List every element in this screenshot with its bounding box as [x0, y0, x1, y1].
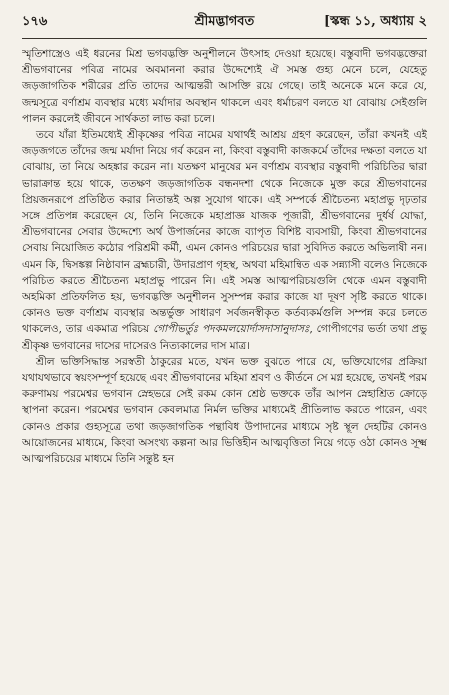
paragraph-text: , গোপীগণের ভর্তা তথা প্রভু শ্রীকৃষ্ণ ভগবানের দাসের দাসেরও নিত্যকালের দাস মাত্র। [22, 323, 427, 352]
paragraph: শ্রীল ভক্তিসিদ্ধান্ত সরস্বতী ঠাকুরের মতে, যখন ভক্ত বুঝতে পারে যে, ভক্তিযোগের প্রক্রিয়া যথাযথভাবে স্বয়ংসম্পূর্ণ হয়েছে এবং শ্রীভগবানের মহিমা শ্রবণ ও কীর্তনে সে মগ্ন হয়েছে, তখনই পরম করুণাময় পরমেশ্বর ভগবান স্নেহভরে সেই রকম কোন শ্রেষ্ঠ ভক্তকে তাঁর আপন স্নেহাশ্রিত ক্রোড়ে স্থাপনা করেন। পরমেশ্বর ভগবান কেবলমাত্র নির্মল ভক্তির মাধ্যমেই প্রীতিলাভ করতে পারেন, এবং কোনও প্রকার গুহ্যসূত্রে তথা জড়জাগতিক পন্থাবিধ উপাদানের মাধ্যমে সৃষ্ট স্থূল দেহটির কোনও আয়োজনের মাধ্যমে, কিংবা অসংখ্য কল্পনা আর ভিত্তিহীন আত্মবৃত্তিতা নিয়ে গড়ে ওঠা কোনও সূক্ষ্ম আত্মপরিচয়ের মাধ্যমে তিনি সন্তুষ্ট হন [22, 355, 427, 466]
verse-quote: গোপীভর্তুঃ পদকমলয়োর্দাসদাসানুদাসঃ [153, 323, 310, 336]
page-header [22, 10, 427, 34]
page-number: ১৭৬ [22, 13, 48, 29]
paragraph [22, 127, 427, 354]
paragraph: স্মৃতিশাস্ত্রেও এই ধরনের মিশ্র ভগবদ্ভক্তি অনুশীলনে উৎসাহ দেওয়া হয়েছে। বস্তুবাদী ভগবদ্ভক্তেরা শ্রীভগবানের পবিত্র নামের অবমাননা করার উদ্দেশ্যেই ঐ সমস্ত গুহ্য মেনে চলে, যেহেতু জড়জাগতিক শরীরের প্রতি তাদের আত্মন্তরী আসক্তি রয়ে গেছে। তাই অনেকে মনে করে যে, জন্মসূত্রে বর্ণাশ্রম ব্যবস্থার মধ্যে মর্যাদার অবস্থান থাকলে এবং ধর্মাচরণ বলতে যা বোঝায় সেইগুলি পালন করলেই জীবনে সার্থকতা লাভ করা চলে। [22, 48, 427, 125]
page-body [22, 46, 427, 687]
paragraph-text: তবে যাঁরা ইতিমধ্যেই শ্রীকৃষ্ণের পবিত্র নামের যথার্থই আশ্রয় গ্রহণ করেছেন, তাঁরা কখনই এই জড়জগতে তাঁদের জন্ম মর্যাদা নিয়ে গর্ব করেন না, কিংবা বস্তুবাদী কাজকর্মে তাঁদের দক্ষতা বলতে যা বোঝায়, তা নিয়ে অহঙ্কার করেন না। যতক্ষণ মানুষের মন বর্ণাশ্রম ব্যবস্থার বস্তুবাদী পরিচিতির দ্বারা ভারাক্রান্ত হয়ে থাকে, ততক্ষণ জড়জাগতিক বন্ধনদশা থেকে নিজেকে মুক্ত করে শ্রীভগবানের প্রিয়জনরূপে প্রতিষ্ঠিত করার নিতান্তই অল্প সুযোগ থাকে। এই সম্পর্কে শ্রীচৈতন্য মহাপ্রভু দৃঢ়তার সঙ্গে প্রতিপন্ন করেছেন যে, তিনি নিজেকে মহাপ্রাজ্ঞ যাজক পূজারী, শ্রীভগবানের দুর্ধর্ষ যোদ্ধা, শ্রীভগবানের সেবার উদ্দেশ্যে অর্থ উপার্জনের কাজে ব্যাপৃত বিশিষ্ট ব্যবসায়ী, কিংবা শ্রীভগবানের সেবায় নিয়োজিত কঠোর পরিশ্রমী কর্মী, এমন কোনও পরিচয়ের দ্বারা সুবিদিত করতে অভিলাষী নন। এমন কি, দ্বিসঙ্কল্প নিষ্ঠাবান ব্রহ্মচারী, উদারপ্রাণ গৃহস্থ, অথবা মহিমান্বিত এক সন্ন্যাসী বলেও নিজেকে পরিচিত করতে শ্রীচৈতন্য মহাপ্রভু পারেন নি। এই সমস্ত আত্মপরিচয়গুলি থেকে এমন বস্তুবাদী অহমিকা প্রতিফলিত হয়, ভগবদ্ভক্তি অনুশীলন সুসম্পন্ন করার কাজে যা দূষণ সৃষ্টি করতে থাকে। কোনও ভক্ত বর্ণাশ্রম ব্যবস্থার অন্তর্ভুক্ত সাধারণ সর্বজনস্বীকৃত কর্তব্যকর্মগুলি সম্পন্ন করে চলতে থাকলেও, তার একমাত্র পরিচয় [22, 129, 427, 336]
book-title: শ্রীমদ্ভাগবত [194, 13, 255, 29]
header-divider [22, 38, 427, 39]
section-reference: [স্কন্ধ ১১, অধ্যায় ২ [324, 13, 427, 29]
